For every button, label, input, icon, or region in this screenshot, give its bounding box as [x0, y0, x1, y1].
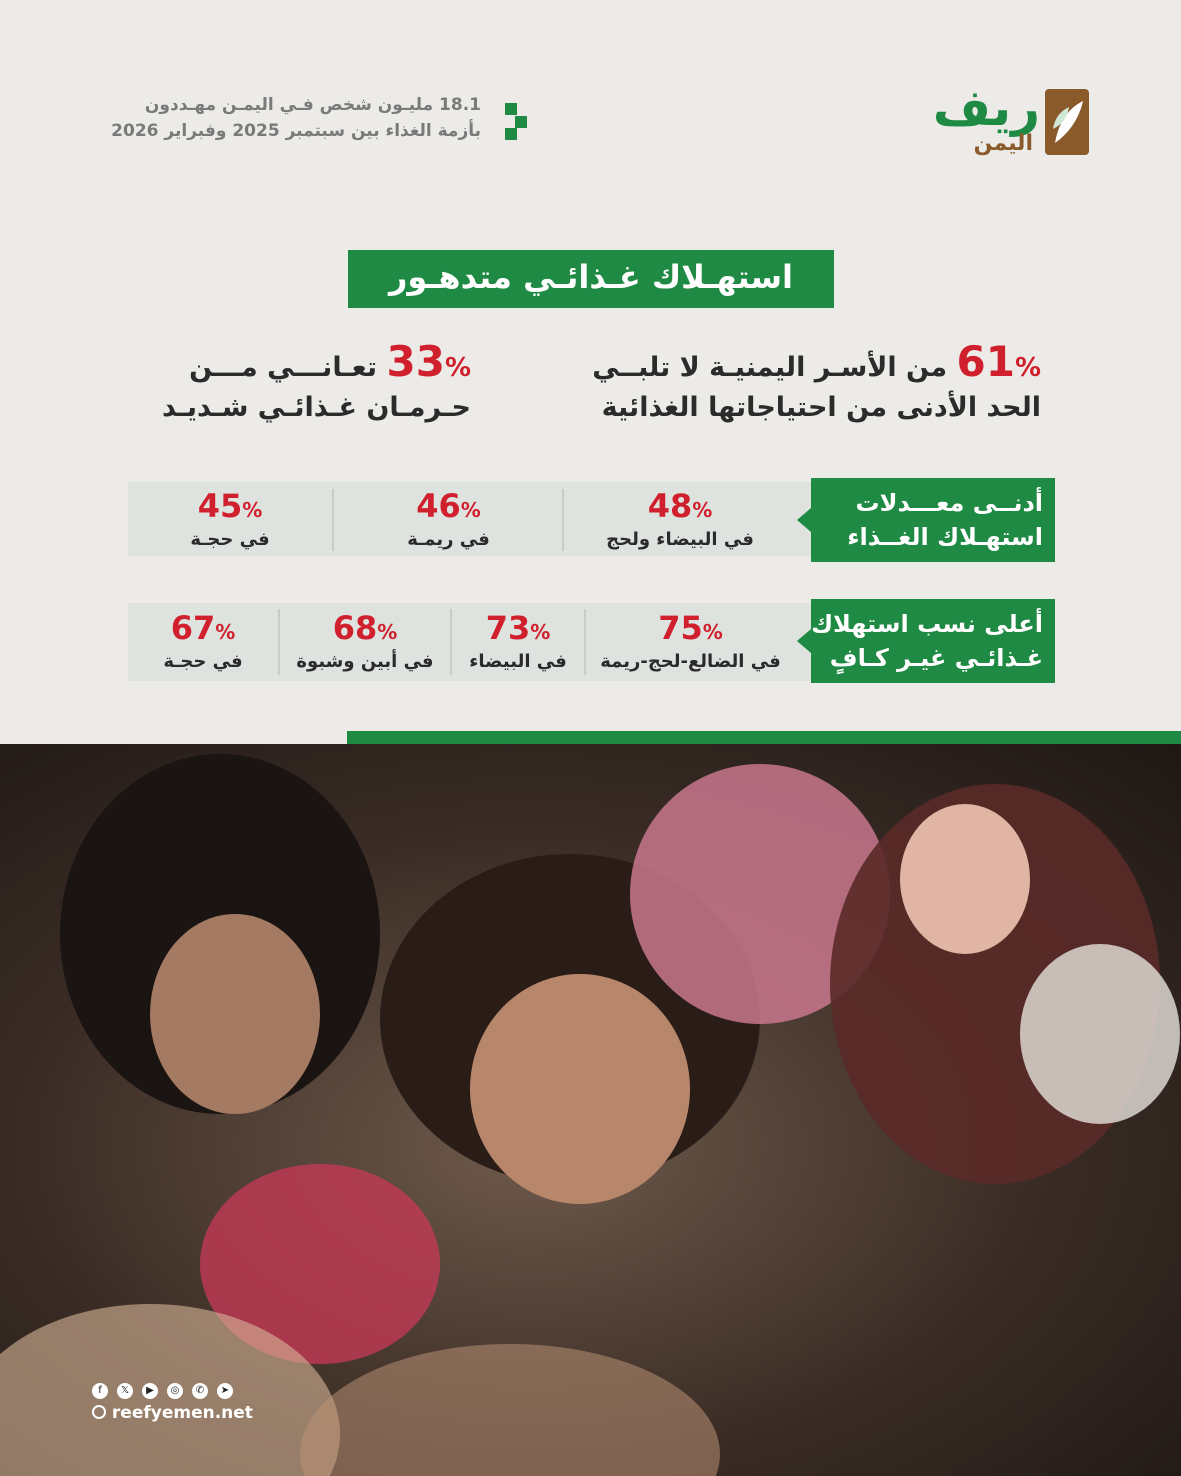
page-title: استهـلاك غـذائـي متدهـور [388, 258, 793, 296]
globe-icon [92, 1405, 106, 1419]
highest-item: 68% في أبين وشبوة [296, 609, 434, 672]
decor-square [515, 116, 527, 128]
photo-children [0, 744, 1181, 1476]
decor-square [505, 128, 517, 140]
telegram-icon[interactable]: ➤ [217, 1383, 233, 1399]
lowest-item: 45% في حجـة [190, 487, 270, 550]
stat-households-value: 61% [956, 337, 1041, 386]
stat-households-line1: 61% من الأسـر اليمنيـة لا تلبــي [592, 337, 1041, 386]
highest-item: 75% في الضالع-لحج-ريمة [600, 609, 781, 672]
divider [584, 609, 586, 675]
stat-severe-line1: 33% تعـانـــي مـــن [189, 337, 471, 386]
stat-severe-line2: حـرمـان غـذائـي شـديـد [162, 392, 471, 423]
youtube-icon[interactable]: ▶ [142, 1383, 158, 1399]
instagram-icon[interactable]: ◎ [167, 1383, 183, 1399]
headline [61, 92, 481, 144]
highest-item: 73% في البيضاء [469, 609, 567, 672]
brand-logo [895, 79, 1095, 165]
pointer-arrow [797, 629, 811, 653]
lowest-item: 48% في البيضاء ولحج [606, 487, 754, 550]
headline-line2: بأزمة الغذاء بين سبتمبر 2025 وفبراير 2026 [111, 121, 481, 141]
divider [450, 609, 452, 675]
social-links [92, 1383, 233, 1399]
lowest-item: 46% في ريمـة [407, 487, 490, 550]
title-banner [348, 250, 834, 308]
headline-line1: 18.1 مليـون شخص فـي اليمـن مهـددون [144, 95, 481, 115]
whatsapp-icon[interactable]: ✆ [192, 1383, 208, 1399]
stat-severe-value: 33% [386, 337, 471, 386]
divider [278, 609, 280, 675]
divider [332, 489, 334, 551]
website-text: reefyemen.net [111, 1403, 253, 1423]
stat-severe [162, 337, 471, 428]
decor-square [505, 103, 517, 115]
divider [562, 489, 564, 551]
brand-name: ريف [932, 79, 1040, 137]
stat-households-line2: الحد الأدنى من احتياجاتها الغذائية [601, 392, 1041, 423]
leaf-icon [1045, 89, 1089, 155]
facebook-icon[interactable]: f [92, 1383, 108, 1399]
highest-rates-label: أعلى نسب استهلاك غـذائـي غيـر كـافٍ [811, 599, 1055, 683]
pointer-arrow [797, 508, 811, 532]
stat-households [592, 337, 1041, 428]
brand-subname: اليمن [973, 131, 1033, 156]
website-link[interactable] [92, 1403, 253, 1423]
x-icon[interactable]: 𝕏 [117, 1383, 133, 1399]
lowest-rates-label: أدنــى معـــدلات استهـلاك الغــذاء [811, 478, 1055, 562]
highest-item: 67% في حجـة [163, 609, 243, 672]
